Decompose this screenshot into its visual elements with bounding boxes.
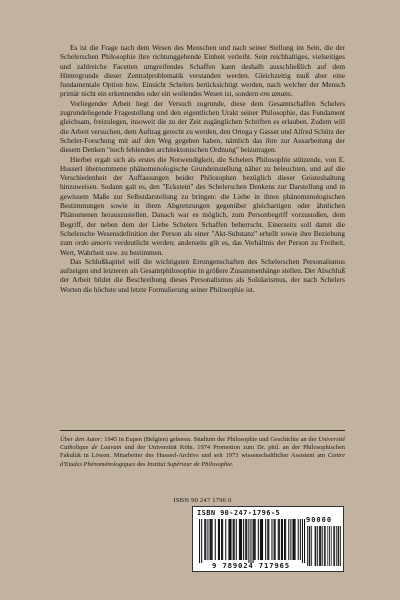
blurb-paragraph-4: Das Schlußkapitel will die wichtigsten Errungenschaften des Schelerschen Personalismus aufzeigen und letzteren als Gesamtphilosophie in größere Zusammenhänge stellen. Der Abschluß der Arbeit bildet die Beschreibung dieses Personalismus als Solidarismus, der nach Schelers Worten die höchste und letzte Formulierung seiner Philosophie ist. xyxy=(60,256,345,294)
ens-amans-term: ens amans xyxy=(260,89,291,99)
ordo-amoris-term: ordo amoris xyxy=(75,238,112,248)
about-author: Über den Autor: 1945 in Eupen (Belgien) geboren. Studium der Philosophie und Geschichte an der Université Catholique de Louvain und der Universität Köln. 1974 Promotion zum Dr. phil. an der Philosophischen Fakultät in Löwen. Mitarbeiter des Husserl-Archivs und seit 1973 wissenschaftlicher Assistent am Centre d'Etudes Phénoménologiques des Institut Supérieur de Philosophie. xyxy=(60,436,345,468)
barcode-price-code: 90000 xyxy=(306,516,333,524)
institut-name: Institut Supérieur de Philosophie xyxy=(147,460,232,468)
blurb-paragraph-2: Vorliegender Arbeit liegt der Versuch zugrunde, diese dem Gesamtschaffen Schelers zugrundeliegende Fragestellung und den eigentlichen Urakt seiner Philosophie, das Fundament gleichsam, freizulegen, insoweit die zu der Zeit zugänglichen Schriften es erlauben. Zudem will die Arbeit versuchen, dem Auftrag gerecht zu werden, den Ortega y Gasset und Alfred Schütz der Scheler-Forschung mit auf den Weg gegeben haben, nämlich das ihre zur Ausarbeitung der diesem Denken "noch fehlenden architektonischen Ordnung" beizutragen. xyxy=(60,98,345,155)
centre-name: Centre d'Etudes Phénoménologiques xyxy=(60,452,345,468)
blurb-text xyxy=(60,43,345,294)
barcode xyxy=(192,506,344,572)
section-divider xyxy=(60,430,345,431)
about-author-label: Über den Autor: xyxy=(60,436,103,443)
blurb-paragraph-1: Es ist die Frage nach dem Wesen des Menschen und nach seiner Stellung im Sein, die der Schelerschen Philosophie ihre richtunggebende Einheit verleiht. Sein reichhaltiges, vielseitiges und zahlreiche Facetten umgreifendes Schaffen kann deshalb ausschließlich auf dem Hintergrunde dieser Zentralproblematik verstanden werden. Gleichzeitig muß aber eine fundamentale Option bzw. Einsicht Schelers berücksichtigt werden, nach welcher der Mensch primär nicht ein erkennendes oder ein wollendes Wesen ist, sondern ens amans. xyxy=(60,43,345,99)
barcode-ean-number: 9 789024 717965 xyxy=(212,561,290,570)
barcode-isbn-label: ISBN 90-247-1796-5 xyxy=(197,509,281,517)
isbn-number: ISBN 90 247 1796 0 xyxy=(173,497,232,504)
university-louvain: Université Catholique de Louvain xyxy=(60,436,345,452)
blurb-paragraph-3: Hierbei ergab sich als erstes die Notwendigkeit, die Schelers Philosophie stützende, von E. Husserl übernommene phänomenologische Grundeinstellung näher zu beleuchten, und auf die Verschiedenheit der Auffassungen beider Philosophen bezüglich dieser Geisteshaltung hinzuweisen. Sodann galt es, den "Eckstein" des Schelerschen Denkens zur Darstellung und in gewissem Maße zur Selbstdarstellung zu bringen: die Liebe in ihren phänomenologischen Bestimmungen sowie in ihren Abgrenzungen gegenüber gleichartigen oder ähnlichen Phänomenen herauszustellen. Danach war es möglich, zum Personbegriff vorzustoßen, dem Begriff, der neben dem der Liebe Schelers Schaffen beherrscht. Einerseits soll damit die Schelersche Wesensdefinition der Person als einer "Akt-Substanz" erhellt sowie ihre Beziehung zum ordo amoris verdeutlicht werden; anderseits gilt es, das Verhältnis der Person zu Freiheit, Wert, Wahrheit usw. zu bestimmen. xyxy=(60,154,345,257)
